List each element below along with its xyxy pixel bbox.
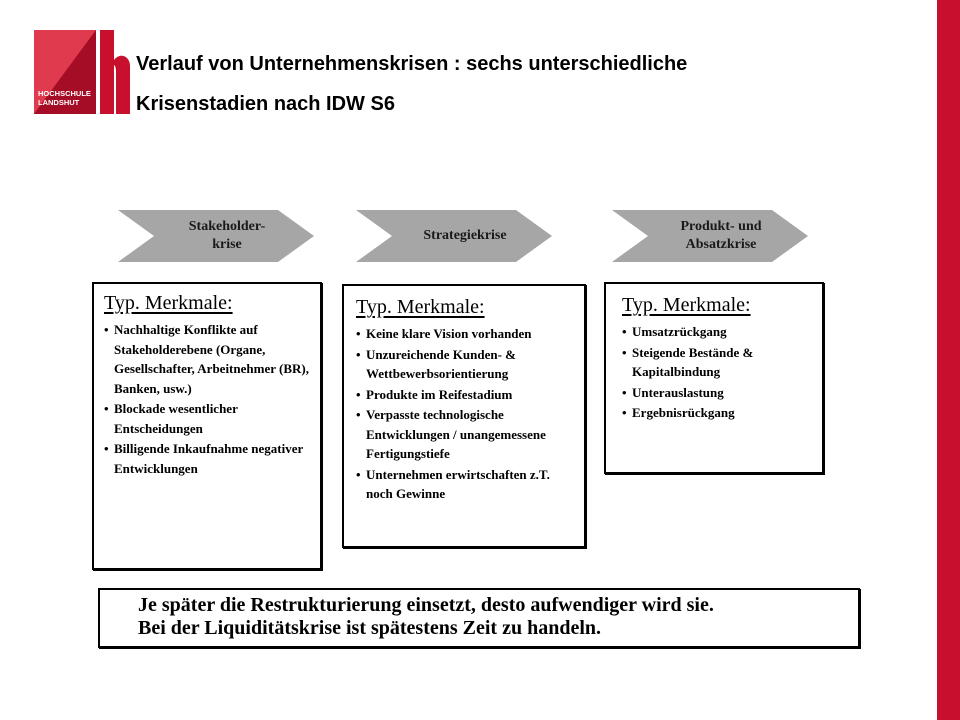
list-item: • Verpasste technologische Entwicklungen / unangemessene Fertigungstiefe <box>356 405 576 464</box>
merkmale-heading: Typ. Merkmale: <box>104 292 233 314</box>
list-item: • Unterauslastung <box>622 383 814 403</box>
list-item: • Nachhaltige Konflikte auf Stakeholderebene (Organe, Gesellschafter, Arbeitnehmer (BR), Banken, usw.) <box>104 320 312 398</box>
merkmale-box-strategiekrise <box>342 284 586 548</box>
red-side-bar <box>937 0 960 720</box>
chevron-label <box>118 210 314 262</box>
chevron-label-line-1: Produkt- und <box>680 219 762 234</box>
list-item: • Blockade wesentlicher Entscheidungen <box>104 399 312 438</box>
svg-text:HOCHSCHULE: HOCHSCHULE <box>38 89 91 98</box>
conclusion-line-2: Bei der Liquiditätskrise ist spätestens Zeit zu handeln. <box>138 617 602 639</box>
page-title <box>136 44 687 124</box>
chevron-produkt-absatzkrise <box>612 210 808 262</box>
merkmale-box-stakeholderkrise <box>92 282 322 570</box>
chevron-label-line-1: Stakeholder- <box>188 219 266 234</box>
chevron-label-line-2: Absatzkrise <box>685 237 757 252</box>
title-line-2: Krisenstadien nach IDW S6 <box>136 93 395 115</box>
merkmale-heading: Typ. Merkmale: <box>356 296 485 318</box>
merkmale-list <box>356 324 576 504</box>
merkmale-list <box>104 320 312 478</box>
list-item: • Ergebnisrückgang <box>622 403 814 423</box>
chevron-stakeholderkrise <box>118 210 314 262</box>
conclusion-text <box>138 594 714 640</box>
merkmale-heading: Typ. Merkmale: <box>622 294 751 316</box>
merkmale-box-produkt-absatzkrise <box>604 282 824 474</box>
hochschule-landshut-logo-icon <box>34 30 130 114</box>
list-item: • Steigende Bestände & Kapitalbindung <box>622 343 814 382</box>
chevron-label-line-2: krise <box>212 237 242 252</box>
svg-text:LANDSHUT: LANDSHUT <box>38 98 80 107</box>
list-item: • Billigende Inkaufnahme negativer Entwicklungen <box>104 439 312 478</box>
conclusion-line-1: Je später die Restrukturierung einsetzt, desto aufwendiger wird sie. <box>138 594 714 616</box>
chevron-strategiekrise <box>356 210 552 262</box>
list-item: • Umsatzrückgang <box>622 322 814 342</box>
list-item: • Keine klare Vision vorhanden <box>356 324 576 344</box>
chevron-label-line-1: Strategiekrise <box>423 228 507 243</box>
merkmale-list <box>622 322 814 423</box>
chevron-label <box>612 210 808 262</box>
list-item: • Unzureichende Kunden- & Wettbewerbsorientierung <box>356 345 576 384</box>
chevron-label <box>356 210 552 262</box>
list-item: • Unternehmen erwirtschaften z.T. noch Gewinne <box>356 465 576 504</box>
conclusion-box <box>98 588 860 648</box>
list-item: • Produkte im Reifestadium <box>356 385 576 405</box>
title-line-1: Verlauf von Unternehmenskrisen : sechs unterschiedliche <box>136 53 688 75</box>
